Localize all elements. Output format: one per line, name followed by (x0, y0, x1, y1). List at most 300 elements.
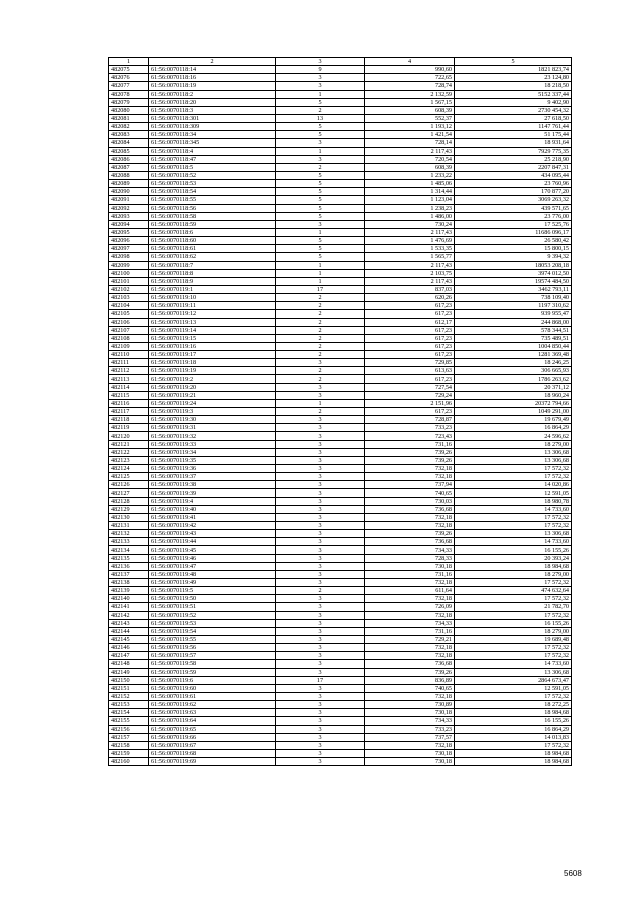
category-cell: 3 (276, 717, 365, 725)
value-cell: 474 632,64 (455, 587, 572, 595)
category-cell: 3 (276, 603, 365, 611)
value-cell: 18 984,68 (455, 758, 572, 766)
cadastral-number-cell: 61:56:0070118:5 (149, 163, 276, 171)
cadastral-number-cell: 61:56:0070118:301 (149, 114, 276, 122)
table-row (109, 513, 572, 521)
row-number-cell: 482124 (109, 465, 149, 473)
table-row (109, 408, 572, 416)
cadastral-number-cell: 61:56:0070119:37 (149, 473, 276, 481)
value-cell: 16 155,26 (455, 619, 572, 627)
cadastral-number-cell: 61:56:0070119:24 (149, 399, 276, 407)
category-cell: 3 (276, 359, 365, 367)
category-cell: 3 (276, 733, 365, 741)
value-cell: 16 155,26 (455, 546, 572, 554)
table-row (109, 619, 572, 627)
table-row (109, 367, 572, 375)
rate-cell: 728,74 (365, 82, 455, 90)
table-row (109, 660, 572, 668)
column-header-4: 4 (365, 58, 455, 66)
category-cell: 5 (276, 253, 365, 261)
table-row (109, 416, 572, 424)
cadastral-number-cell: 61:56:0070119:15 (149, 334, 276, 342)
data-table (108, 57, 572, 766)
category-cell: 2 (276, 318, 365, 326)
row-number-cell: 482159 (109, 749, 149, 757)
row-number-cell: 482151 (109, 684, 149, 692)
cadastral-number-cell: 61:56:0070118:9 (149, 277, 276, 285)
rate-cell: 740,65 (365, 489, 455, 497)
rate-cell: 730,18 (365, 562, 455, 570)
table-row (109, 74, 572, 82)
value-cell: 12 591,05 (455, 684, 572, 692)
category-cell: 3 (276, 139, 365, 147)
cadastral-number-cell: 61:56:0070119:63 (149, 709, 276, 717)
table-row (109, 587, 572, 595)
table-row (109, 473, 572, 481)
rate-cell: 2 117,43 (365, 277, 455, 285)
value-cell: 3069 263,32 (455, 196, 572, 204)
table-row (109, 180, 572, 188)
category-cell: 3 (276, 579, 365, 587)
row-number-cell: 482142 (109, 611, 149, 619)
value-cell: 14 733,60 (455, 660, 572, 668)
rate-cell: 722,65 (365, 74, 455, 82)
table-row (109, 245, 572, 253)
value-cell: 14 733,60 (455, 538, 572, 546)
category-cell: 3 (276, 701, 365, 709)
row-number-cell: 482160 (109, 758, 149, 766)
rate-cell: 736,68 (365, 505, 455, 513)
row-number-cell: 482157 (109, 733, 149, 741)
value-cell: 19574 484,50 (455, 277, 572, 285)
table-row (109, 440, 572, 448)
rate-cell: 617,23 (365, 351, 455, 359)
row-number-cell: 482091 (109, 196, 149, 204)
row-number-cell: 482136 (109, 562, 149, 570)
cadastral-number-cell: 61:56:0070119:17 (149, 351, 276, 359)
row-number-cell: 482148 (109, 660, 149, 668)
value-cell: 16 155,26 (455, 717, 572, 725)
rate-cell: 728,87 (365, 416, 455, 424)
table-row (109, 171, 572, 179)
value-cell: 16 864,29 (455, 725, 572, 733)
row-number-cell: 482122 (109, 448, 149, 456)
row-number-cell: 482125 (109, 473, 149, 481)
value-cell: 19 679,49 (455, 416, 572, 424)
category-cell: 5 (276, 245, 365, 253)
rate-cell: 1 485,06 (365, 180, 455, 188)
cadastral-number-cell: 61:56:0070119:69 (149, 758, 276, 766)
table-row (109, 668, 572, 676)
cadastral-number-cell: 61:56:0070119:50 (149, 595, 276, 603)
category-cell: 1 (276, 261, 365, 269)
category-cell: 3 (276, 497, 365, 505)
table-row (109, 90, 572, 98)
category-cell: 2 (276, 163, 365, 171)
row-number-cell: 482099 (109, 261, 149, 269)
category-cell: 3 (276, 709, 365, 717)
row-number-cell: 482076 (109, 74, 149, 82)
table-row (109, 285, 572, 293)
category-cell: 3 (276, 473, 365, 481)
value-cell: 1281 369,48 (455, 351, 572, 359)
category-cell: 3 (276, 749, 365, 757)
value-cell: 20372 794,66 (455, 399, 572, 407)
rate-cell: 2 132,59 (365, 90, 455, 98)
value-cell: 3974 012,50 (455, 269, 572, 277)
rate-cell: 608,39 (365, 163, 455, 171)
rate-cell: 723,43 (365, 432, 455, 440)
value-cell: 15 800,15 (455, 245, 572, 253)
category-cell: 3 (276, 725, 365, 733)
value-cell: 18 218,50 (455, 82, 572, 90)
category-cell: 3 (276, 635, 365, 643)
value-cell: 1004 850,44 (455, 342, 572, 350)
rate-cell: 736,68 (365, 538, 455, 546)
column-header-3: 3 (276, 58, 365, 66)
table-row (109, 562, 572, 570)
rate-cell: 732,18 (365, 692, 455, 700)
table-row (109, 212, 572, 220)
table-row (109, 505, 572, 513)
column-header-1: 1 (109, 58, 149, 66)
cadastral-number-cell: 61:56:0070118:345 (149, 139, 276, 147)
row-number-cell: 482141 (109, 603, 149, 611)
rate-cell: 732,18 (365, 611, 455, 619)
value-cell: 23 776,00 (455, 212, 572, 220)
cadastral-number-cell: 61:56:0070119:32 (149, 432, 276, 440)
cadastral-number-cell: 61:56:0070118:61 (149, 245, 276, 253)
row-number-cell: 482152 (109, 692, 149, 700)
category-cell: 2 (276, 351, 365, 359)
value-cell: 12 591,05 (455, 489, 572, 497)
table-row (109, 709, 572, 717)
cadastral-number-cell: 61:56:0070119:56 (149, 644, 276, 652)
table-row (109, 570, 572, 578)
table-row (109, 749, 572, 757)
value-cell: 16 864,29 (455, 424, 572, 432)
row-number-cell: 482119 (109, 424, 149, 432)
value-cell: 17 572,32 (455, 595, 572, 603)
value-cell: 244 868,00 (455, 318, 572, 326)
value-cell: 17 572,32 (455, 579, 572, 587)
column-header-5: 5 (455, 58, 572, 66)
cadastral-number-cell: 61:56:0070119:43 (149, 530, 276, 538)
rate-cell: 1 476,69 (365, 237, 455, 245)
table-row (109, 318, 572, 326)
category-cell: 2 (276, 342, 365, 350)
table-row (109, 114, 572, 122)
cadastral-number-cell: 61:56:0070118:16 (149, 74, 276, 82)
cadastral-number-cell: 61:56:0070118:14 (149, 66, 276, 74)
rate-cell: 729,85 (365, 359, 455, 367)
table-row (109, 269, 572, 277)
cadastral-number-cell: 61:56:0070118:19 (149, 82, 276, 90)
table-row (109, 155, 572, 163)
category-cell: 3 (276, 456, 365, 464)
category-cell: 3 (276, 481, 365, 489)
rate-cell: 1 314,44 (365, 188, 455, 196)
value-cell: 23 124,80 (455, 74, 572, 82)
table-row (109, 579, 572, 587)
category-cell: 1 (276, 399, 365, 407)
cadastral-number-cell: 61:56:0070119:51 (149, 603, 276, 611)
row-number-cell: 482121 (109, 440, 149, 448)
row-number-cell: 482133 (109, 538, 149, 546)
cadastral-number-cell: 61:56:0070119:53 (149, 619, 276, 627)
table-row (109, 603, 572, 611)
category-cell: 1 (276, 277, 365, 285)
table-row (109, 733, 572, 741)
cadastral-number-cell: 61:56:0070118:62 (149, 253, 276, 261)
rate-cell: 732,18 (365, 465, 455, 473)
cadastral-number-cell: 61:56:0070118:52 (149, 171, 276, 179)
rate-cell: 733,23 (365, 725, 455, 733)
table-row (109, 424, 572, 432)
value-cell: 17 572,32 (455, 611, 572, 619)
rate-cell: 1 233,22 (365, 171, 455, 179)
table-row (109, 106, 572, 114)
category-cell: 3 (276, 538, 365, 546)
row-number-cell: 482105 (109, 310, 149, 318)
table-row (109, 302, 572, 310)
value-cell: 18 272,25 (455, 701, 572, 709)
rate-cell: 737,57 (365, 733, 455, 741)
table-row (109, 237, 572, 245)
category-cell: 3 (276, 570, 365, 578)
rate-cell: 617,23 (365, 310, 455, 318)
table-row (109, 399, 572, 407)
cadastral-number-cell: 61:56:0070118:34 (149, 131, 276, 139)
row-number-cell: 482114 (109, 383, 149, 391)
rate-cell: 730,18 (365, 709, 455, 717)
value-cell: 17 525,76 (455, 220, 572, 228)
cadastral-number-cell: 61:56:0070118:2 (149, 90, 276, 98)
cadastral-number-cell: 61:56:0070119:10 (149, 294, 276, 302)
value-cell: 18 984,68 (455, 562, 572, 570)
category-cell: 2 (276, 334, 365, 342)
value-cell: 27 618,50 (455, 114, 572, 122)
category-cell: 3 (276, 530, 365, 538)
value-cell: 18 984,68 (455, 749, 572, 757)
table-row (109, 261, 572, 269)
rate-cell: 1 486,00 (365, 212, 455, 220)
cadastral-number-cell: 61:56:0070119:49 (149, 579, 276, 587)
cadastral-number-cell: 61:56:0070119:52 (149, 611, 276, 619)
row-number-cell: 482134 (109, 546, 149, 554)
category-cell: 3 (276, 448, 365, 456)
table-row (109, 383, 572, 391)
category-cell: 3 (276, 440, 365, 448)
value-cell: 17 572,32 (455, 741, 572, 749)
cadastral-number-cell: 61:56:0070119:38 (149, 481, 276, 489)
row-number-cell: 482100 (109, 269, 149, 277)
table-row (109, 611, 572, 619)
rate-cell: 617,23 (365, 334, 455, 342)
category-cell: 5 (276, 237, 365, 245)
row-number-cell: 482144 (109, 627, 149, 635)
rate-cell: 837,03 (365, 285, 455, 293)
cadastral-number-cell: 61:56:0070119:16 (149, 342, 276, 350)
cadastral-number-cell: 61:56:0070118:4 (149, 147, 276, 155)
cadastral-number-cell: 61:56:0070119:4 (149, 497, 276, 505)
category-cell: 5 (276, 212, 365, 220)
category-cell: 3 (276, 562, 365, 570)
rate-cell: 1 565,77 (365, 253, 455, 261)
value-cell: 21 782,70 (455, 603, 572, 611)
rate-cell: 730,18 (365, 749, 455, 757)
row-number-cell: 482153 (109, 701, 149, 709)
value-cell: 170 877,20 (455, 188, 572, 196)
value-cell: 18 246,25 (455, 359, 572, 367)
rate-cell: 1 533,35 (365, 245, 455, 253)
cadastral-number-cell: 61:56:0070119:61 (149, 692, 276, 700)
row-number-cell: 482139 (109, 587, 149, 595)
category-cell: 3 (276, 692, 365, 700)
value-cell: 11686 096,17 (455, 228, 572, 236)
rate-cell: 2 117,43 (365, 147, 455, 155)
cadastral-number-cell: 61:56:0070119:66 (149, 733, 276, 741)
rate-cell: 611,64 (365, 587, 455, 595)
rate-cell: 737,94 (365, 481, 455, 489)
row-number-cell: 482090 (109, 188, 149, 196)
rate-cell: 552,37 (365, 114, 455, 122)
value-cell: 7929 775,35 (455, 147, 572, 155)
rate-cell: 1 567,15 (365, 98, 455, 106)
row-number-cell: 482096 (109, 237, 149, 245)
cadastral-number-cell: 61:56:0070119:67 (149, 741, 276, 749)
category-cell: 3 (276, 668, 365, 676)
rate-cell: 740,65 (365, 684, 455, 692)
rate-cell: 731,16 (365, 627, 455, 635)
row-number-cell: 482131 (109, 522, 149, 530)
rate-cell: 617,23 (365, 375, 455, 383)
rate-cell: 617,23 (365, 342, 455, 350)
rate-cell: 732,18 (365, 513, 455, 521)
rate-cell: 2 151,96 (365, 399, 455, 407)
category-cell: 2 (276, 294, 365, 302)
rate-cell: 612,17 (365, 318, 455, 326)
rate-cell: 739,26 (365, 668, 455, 676)
value-cell: 939 955,47 (455, 310, 572, 318)
category-cell: 3 (276, 627, 365, 635)
row-number-cell: 482104 (109, 302, 149, 310)
row-number-cell: 482154 (109, 709, 149, 717)
category-cell: 2 (276, 106, 365, 114)
row-number-cell: 482117 (109, 408, 149, 416)
category-cell: 3 (276, 522, 365, 530)
value-cell: 17 572,32 (455, 652, 572, 660)
row-number-cell: 482140 (109, 595, 149, 603)
table-row (109, 326, 572, 334)
cadastral-number-cell: 61:56:0070118:309 (149, 123, 276, 131)
cadastral-number-cell: 61:56:0070118:6 (149, 228, 276, 236)
value-cell: 9 402,90 (455, 98, 572, 106)
row-number-cell: 482145 (109, 635, 149, 643)
row-number-cell: 482075 (109, 66, 149, 74)
cadastral-number-cell: 61:56:0070119:5 (149, 587, 276, 595)
row-number-cell: 482113 (109, 375, 149, 383)
row-number-cell: 482078 (109, 90, 149, 98)
rate-cell: 730,18 (365, 758, 455, 766)
category-cell: 3 (276, 465, 365, 473)
column-header-2: 2 (149, 58, 276, 66)
value-cell: 14 733,60 (455, 505, 572, 513)
category-cell: 5 (276, 123, 365, 131)
rate-cell: 734,33 (365, 619, 455, 627)
value-cell: 13 306,68 (455, 668, 572, 676)
cadastral-number-cell: 61:56:0070119:20 (149, 383, 276, 391)
category-cell: 5 (276, 196, 365, 204)
value-cell: 13 306,68 (455, 530, 572, 538)
table-row (109, 228, 572, 236)
table-row (109, 66, 572, 74)
category-cell: 2 (276, 408, 365, 416)
table-body (109, 66, 572, 766)
cadastral-number-cell: 61:56:0070119:45 (149, 546, 276, 554)
row-number-cell: 482138 (109, 579, 149, 587)
category-cell: 3 (276, 383, 365, 391)
rate-cell: 739,26 (365, 530, 455, 538)
table-row (109, 741, 572, 749)
cadastral-number-cell: 61:56:0070119:59 (149, 668, 276, 676)
value-cell: 51 175,44 (455, 131, 572, 139)
category-cell: 3 (276, 546, 365, 554)
value-cell: 23 760,96 (455, 180, 572, 188)
category-cell: 5 (276, 188, 365, 196)
category-cell: 3 (276, 684, 365, 692)
value-cell: 26 580,42 (455, 237, 572, 245)
rate-cell: 729,21 (365, 635, 455, 643)
category-cell: 2 (276, 326, 365, 334)
row-number-cell: 482120 (109, 432, 149, 440)
table-row (109, 465, 572, 473)
value-cell: 13 306,68 (455, 448, 572, 456)
rate-cell: 836,89 (365, 676, 455, 684)
category-cell: 1 (276, 90, 365, 98)
rate-cell: 730,89 (365, 701, 455, 709)
value-cell: 14 013,83 (455, 733, 572, 741)
table-row (109, 448, 572, 456)
cadastral-number-cell: 61:56:0070119:30 (149, 416, 276, 424)
table-row (109, 391, 572, 399)
rate-cell: 617,23 (365, 408, 455, 416)
category-cell: 3 (276, 758, 365, 766)
row-number-cell: 482093 (109, 212, 149, 220)
header-row (109, 58, 572, 66)
row-number-cell: 482116 (109, 399, 149, 407)
row-number-cell: 482150 (109, 676, 149, 684)
rate-cell: 730,03 (365, 497, 455, 505)
category-cell: 3 (276, 220, 365, 228)
value-cell: 2864 673,47 (455, 676, 572, 684)
row-number-cell: 482107 (109, 326, 149, 334)
rate-cell: 732,18 (365, 473, 455, 481)
cadastral-number-cell: 61:56:0070118:53 (149, 180, 276, 188)
row-number-cell: 482103 (109, 294, 149, 302)
row-number-cell: 482146 (109, 644, 149, 652)
category-cell: 1 (276, 228, 365, 236)
rate-cell: 729,24 (365, 391, 455, 399)
row-number-cell: 482106 (109, 318, 149, 326)
table-row (109, 644, 572, 652)
table-row (109, 530, 572, 538)
row-number-cell: 482123 (109, 456, 149, 464)
table-row (109, 310, 572, 318)
cadastral-number-cell: 61:56:0070119:57 (149, 652, 276, 660)
rate-cell: 1 123,04 (365, 196, 455, 204)
table-row (109, 652, 572, 660)
